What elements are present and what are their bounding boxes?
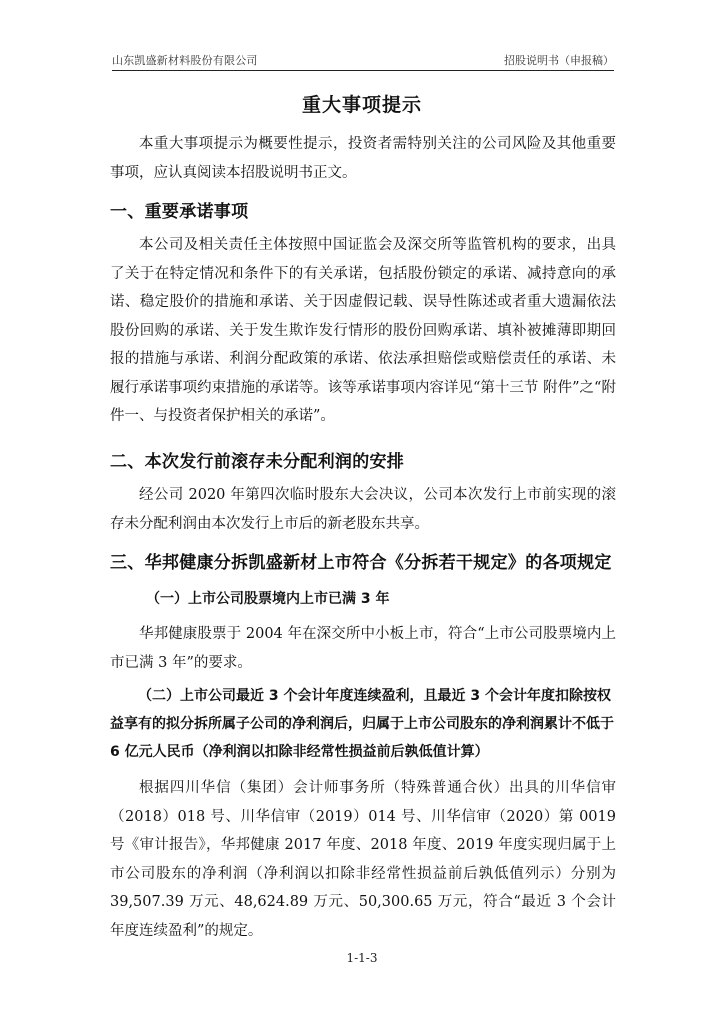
page-header <box>112 52 614 68</box>
page-number: 1-1-3 <box>346 951 378 965</box>
header-rule <box>112 70 614 71</box>
section-2-heading: 二、本次发行前滚存未分配利润的安排 <box>110 452 405 472</box>
section-2-body: 经公司 2020 年第四次临时股东大会决议，公司本次发行上市前实现的滚存未分配利润由本次发行上市后的新老股东共享。 <box>110 487 616 532</box>
header-company-name: 山东凯盛新材料股份有限公司 <box>112 54 258 67</box>
section-1-body: 本公司及相关责任主体按照中国证监会及深交所等监管机构的要求，出具了关于在特定情况和条件下的有关承诺，包括股份锁定的承诺、减持意向的承诺、稳定股价的措施和承诺、关于因虚假记载、误导性陈述或者重大遗漏依法股份回购的承诺、关于发生欺诈发行情形的股份回购承诺、填补被摊薄即期回报的措施与承诺、利润分配政策的承诺、依法承担赔偿或赔偿责任的承诺、未履行承诺事项约束措施的承诺等。该等承诺事项内容详见“第十三节 附件”之“附件一、与投资者保护相关的承诺”。 <box>110 237 616 424</box>
header-document-type: 招股说明书（申报稿） <box>504 54 614 67</box>
intro-paragraph: 本重大事项提示为概要性提示，投资者需特别关注的公司风险及其他重要事项，应认真阅读本招股说明书正文。 <box>110 136 616 181</box>
subsection-1-body: 华邦健康股票于 2004 年在深交所中小板上市，符合“上市公司股票境内上市已满 3 年”的要求。 <box>110 626 616 671</box>
section-1-heading: 一、重要承诺事项 <box>110 202 249 222</box>
subsection-2-heading: （二）上市公司最近 3 个会计年度连续盈利，且最近 3 个会计年度扣除按权益享有的拟分拆所属子公司的净利润后，归属于上市公司股东的净利润累计不低于 6 亿元人民币（净利润以扣除非经常性损益前后孰低值计算） <box>110 688 614 760</box>
subsection-2-body: 根据四川华信（集团）会计师事务所（特殊普通合伙）出具的川华信审（2018）018 号、川华信审（2019）014 号、川华信审（2020）第 0019 号《审计报告》，华邦健康 2017 年度、2018 年度、2019 年度实现归属于上市公司股东的净利润（净利润以扣除非经常性损益前后孰低值列示）分别为 39,507.39 万元、48,624.89 万元、50,300.65 万元，符合“最近 3 个会计年度连续盈利”的规定。 <box>110 780 616 939</box>
subsection-1-heading: （一）上市公司股票境内上市已满 3 年 <box>146 591 390 607</box>
section-3-heading: 三、华邦健康分拆凯盛新材上市符合《分拆若干规定》的各项规定 <box>110 553 612 573</box>
page-title: 重大事项提示 <box>301 94 422 116</box>
